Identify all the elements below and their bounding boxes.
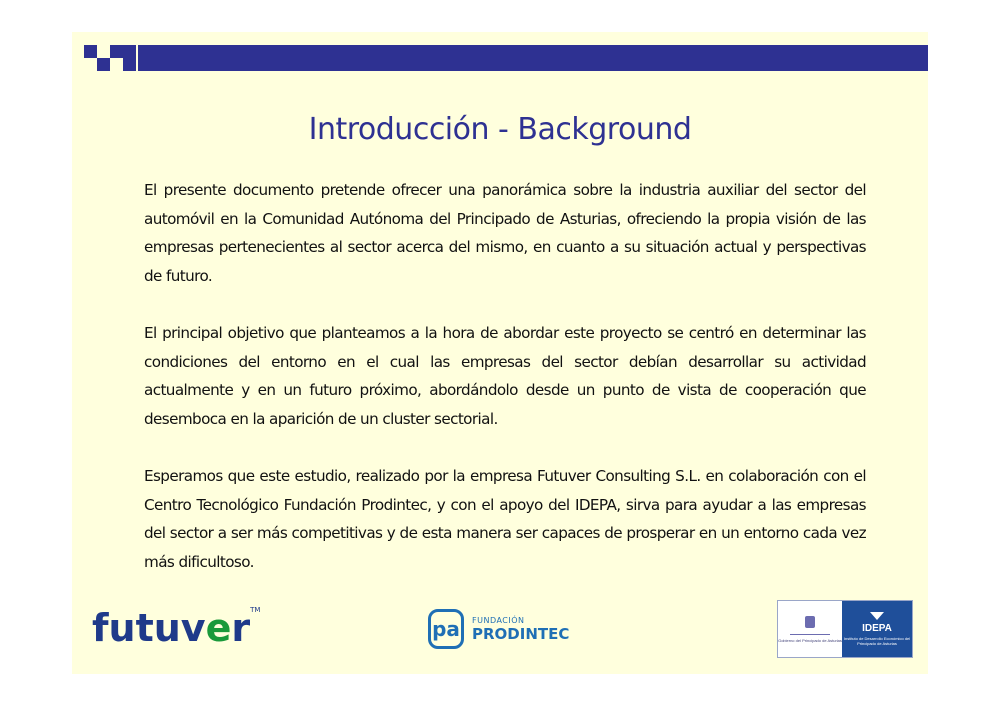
idepa-mark-icon	[870, 612, 884, 620]
header-bar	[138, 45, 928, 71]
prodintec-badge-icon: pa	[428, 609, 464, 649]
government-crest: Gobierno del Principado de Asturias	[778, 601, 842, 657]
prodintec-wordmark: FUNDACIÓN PRODINTEC	[472, 615, 570, 643]
crest-icon	[805, 616, 815, 628]
slide-title: Introducción - Background	[308, 112, 692, 147]
header-square	[123, 58, 136, 71]
divider	[790, 634, 830, 635]
prodintec-logo	[428, 604, 569, 654]
paragraph: El principal objetivo que planteamos a la hora de abordar este proyecto se centró en determinar las condiciones del entorno en el cual las empresas del sector debían desarrollar su actividad actualmente y en un futuro próximo, abordándolo desde un punto de vista de cooperación que desemboca en la aparición de un cluster sectorial.	[144, 324, 866, 428]
idepa-panel: IDEPA Instituto de Desarrollo Económico del Principado de Asturias	[842, 601, 912, 657]
header-square	[123, 45, 136, 58]
header-square	[97, 58, 110, 71]
slide	[72, 32, 928, 674]
header-square	[84, 45, 97, 58]
header-square	[110, 45, 123, 58]
idepa-logo	[777, 600, 913, 658]
paragraph: Esperamos que este estudio, realizado por la empresa Futuver Consulting S.L. en colaboración con el Centro Tecnológico Fundación Prodintec, y con el apoyo del IDEPA, sirva para ayudar a las empresas del sector a ser más competitivas y de esta manera ser capaces de prosperar en un entorno cada vez más dificultoso.	[144, 467, 866, 571]
futuver-logo: futuver™	[92, 606, 261, 650]
paragraph: El presente documento pretende ofrecer una panorámica sobre la industria auxiliar del sector del automóvil en la Comunidad Autónoma del Principado de Asturias, ofreciendo la propia visión de las empresas pertenecientes al sector acerca del mismo, en cuanto a su situación actual y perspectivas de futuro.	[144, 181, 866, 285]
slide-body	[144, 176, 866, 605]
